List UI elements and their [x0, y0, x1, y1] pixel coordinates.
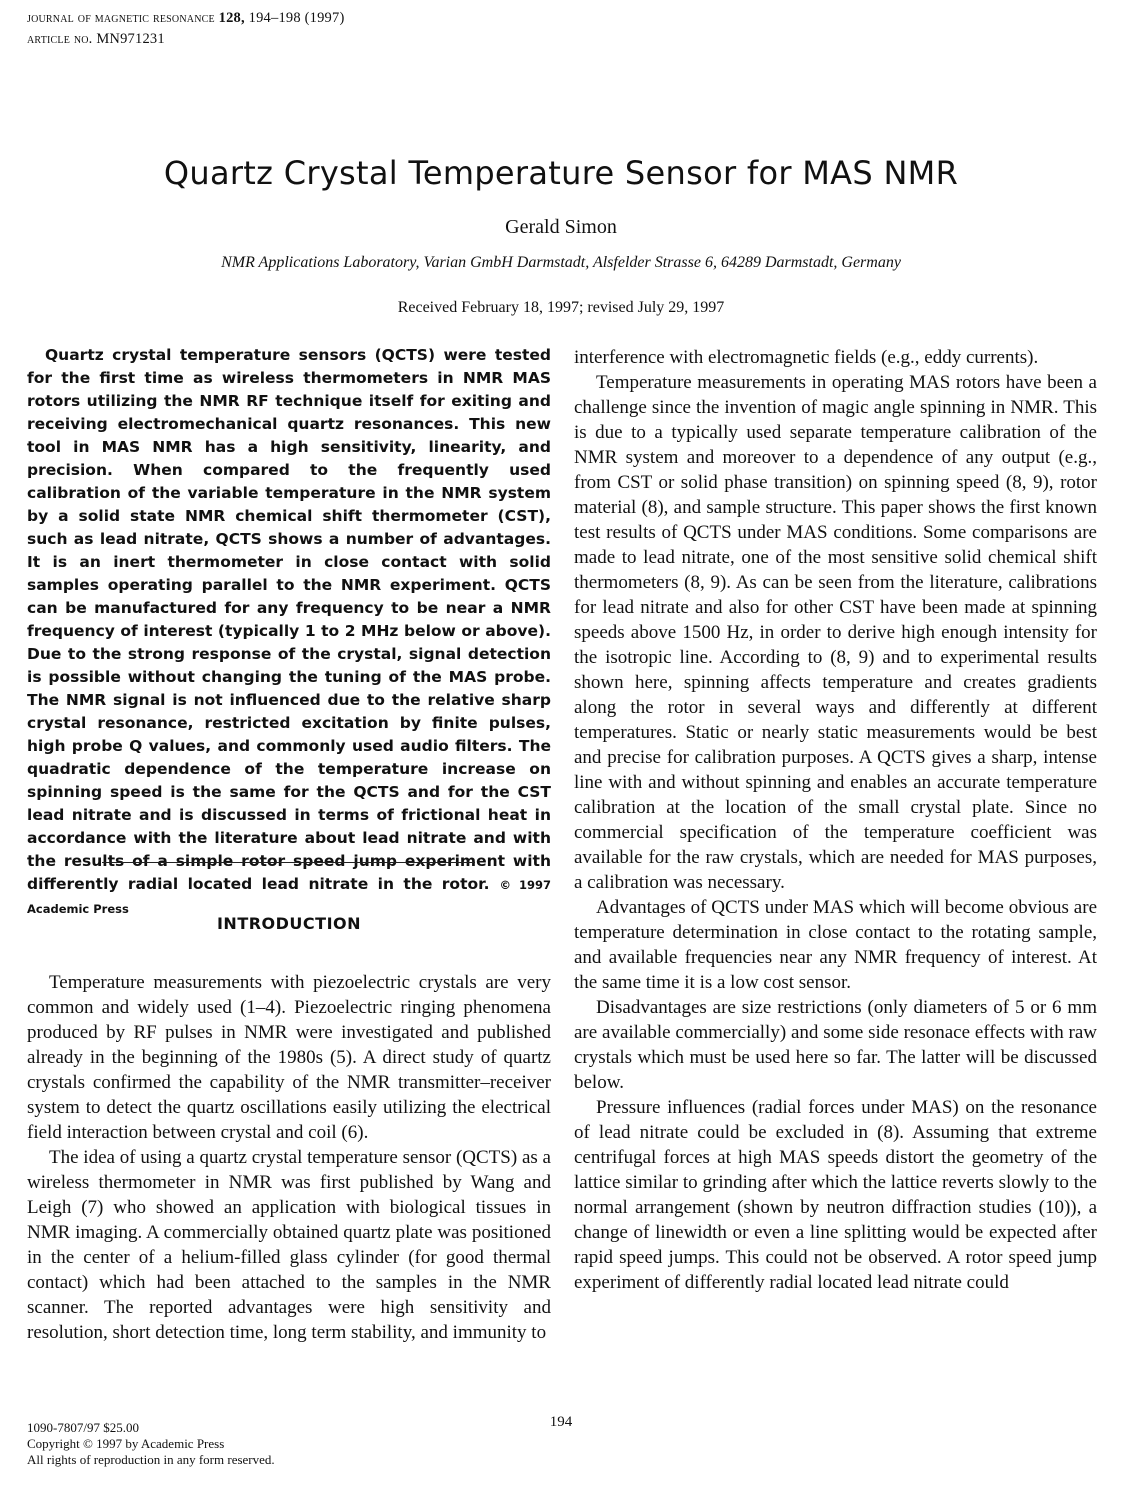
journal-year: (1997): [304, 10, 345, 26]
body-paragraph: Temperature measurements with piezoelectric crystals are very common and widely used (1–4). Piezoelectric ringing phenomena produced by RF pulses in NMR were investigated and published already in the beginning of the 1980s (5). A direct study of quartz crystals confirmed the capability of the NMR transmitter–receiver system to detect the quartz oscillations easily utilizing the electrical field interaction between crystal and coil (6).: [27, 972, 551, 1143]
footer-issn: 1090-7807/97 $25.00: [27, 1420, 139, 1435]
abstract-paragraph: [27, 344, 551, 921]
author-affiliation: NMR Applications Laboratory, Varian GmbH Darmstadt, Alsfelder Strasse 6, 64289 Darmstadt, Germany: [221, 254, 901, 271]
footer-copyright: Copyright © 1997 by Academic Press: [27, 1436, 225, 1451]
body-paragraph: interference with electromagnetic fields (e.g., eddy currents).: [574, 347, 1039, 368]
page-number: 194: [549, 1414, 573, 1430]
article-number: MN971231: [96, 31, 165, 47]
body-paragraph: Disadvantages are size restrictions (only diameters of 5 or 6 mm are available commercially) and some side resonace effects with raw crystals which must be used here so far. The latter will be discussed below.: [574, 997, 1097, 1093]
paper-author: Gerald Simon: [505, 216, 617, 238]
left-column: [27, 970, 551, 1345]
body-paragraph: The idea of using a quartz crystal temperature sensor (QCTS) as a wireless thermometer in NMR was first published by Wang and Leigh (7) who showed an application with biological tissues in NMR imaging. A commercially obtained quartz plate was positioned in the center of a helium-filled glass cylinder (for good thermal contact) which had been attached to the samples in the NMR scanner. The reported advantages were high sensitivity and resolution, short detection time, long term stability, and immunity to: [27, 1147, 551, 1343]
abstract: [27, 344, 551, 921]
right-column: [574, 345, 1097, 1295]
footer-rights: All rights of reproduction in any form reserved.: [27, 1452, 275, 1467]
introduction-heading: INTRODUCTION: [216, 914, 362, 933]
abstract-divider: [102, 862, 475, 863]
journal-line: [27, 8, 344, 29]
body-paragraph: Temperature measurements in operating MAS rotors have been a challenge since the invention of magic angle spinning in NMR. This is due to a typically used separate temperature calibration of the NMR system and moreover to a dependence of any output (e.g., from CST or solid phase transition) on spinning speed (8, 9), rotor material (8), and sample structure. This paper shows the first known test results of QCTS under MAS conditions. Some comparisons are made to lead nitrate, one of the most sensitive solid chemical shift thermometers (8, 9). As can be seen from the literature, calibrations for lead nitrate and also for other CST have been made at spinning speeds above 1500 Hz, in order to derive high enough intensity for the isotropic line. According to (8, 9) and to experimental results shown here, spinning affects temperature and creates gradients along the rotor in several ways and differently at different temperatures. Static or nearly static measurements would be best and precise for calibration purposes. A QCTS gives a sharp, intense line with and without spinning and enables an accurate temperature calibration at the location of the small crystal plate. Since no commercial specification of the temperature coefficient was available for the raw crystals, which are needed for MAS purposes, a calibration was necessary.: [574, 372, 1097, 893]
paper-title: Quartz Crystal Temperature Sensor for MAS NMR: [163, 154, 959, 192]
article-line: [27, 29, 344, 50]
article-label: article no.: [27, 31, 93, 47]
journal-pages: 194–198: [248, 10, 301, 26]
copyright-footer: [27, 1420, 275, 1468]
body-paragraph: Pressure influences (radial forces under MAS) on the resonance of lead nitrate could be excluded in (8). Assuming that extreme centrifugal forces at high MAS speeds distort the geometry of the lattice similar to grinding after which the lattice reverts slowly to the normal arrangement (shown by neutron diffraction studies (10)), a change of linewidth or even a line splitting would be expected after rapid speed jumps. This could not be observed. A rotor speed jump experiment of differently radial located lead nitrate could: [574, 1097, 1097, 1293]
abstract-text: Quartz crystal temperature sensors (QCTS) were tested for the first time as wireless thermometers in NMR MAS rotors utilizing the NMR RF technique itself for exiting and receiving electromechanical quartz resonances. This new tool in MAS NMR has a high sensitivity, linearity, and precision. When compared to the frequently used calibration of the variable temperature in the NMR system by a solid state NMR chemical shift thermometer (CST), such as lead nitrate, QCTS shows a number of advantages. It is an inert thermometer in close contact with solid samples operating parallel to the NMR experiment. QCTS can be manufactured for any frequency to be near a NMR frequency of interest (typically 1 to 2 MHz below or above). Due to the strong response of the crystal, signal detection is possible without changing the tuning of the MAS probe. The NMR signal is not influenced due to the relative sharp crystal resonance, restricted excitation by finite pulses, high probe Q values, and commonly used audio filters. The quadratic dependence of the temperature increase on spinning speed is the same for the QCTS and for the CST lead nitrate and is discussed in terms of frictional heat in accordance with the literature about lead nitrate and with the results of a simple rotor speed jump experiment with differently radial located lead nitrate in the rotor.: [27, 346, 551, 893]
journal-volume: 128,: [218, 10, 245, 26]
received-dates: Received February 18, 1997; revised July 29, 1997: [397, 299, 725, 316]
body-paragraph: Advantages of QCTS under MAS which will become obvious are temperature determination in close contact to the rotating sample, and available frequencies near any NMR frequency of interest. At the same time it is a low cost sensor.: [574, 897, 1097, 993]
journal-name: journal of magnetic resonance: [27, 10, 215, 26]
running-header: [27, 8, 344, 50]
abstract-copyright: © 1997 Academic Press: [27, 878, 551, 916]
